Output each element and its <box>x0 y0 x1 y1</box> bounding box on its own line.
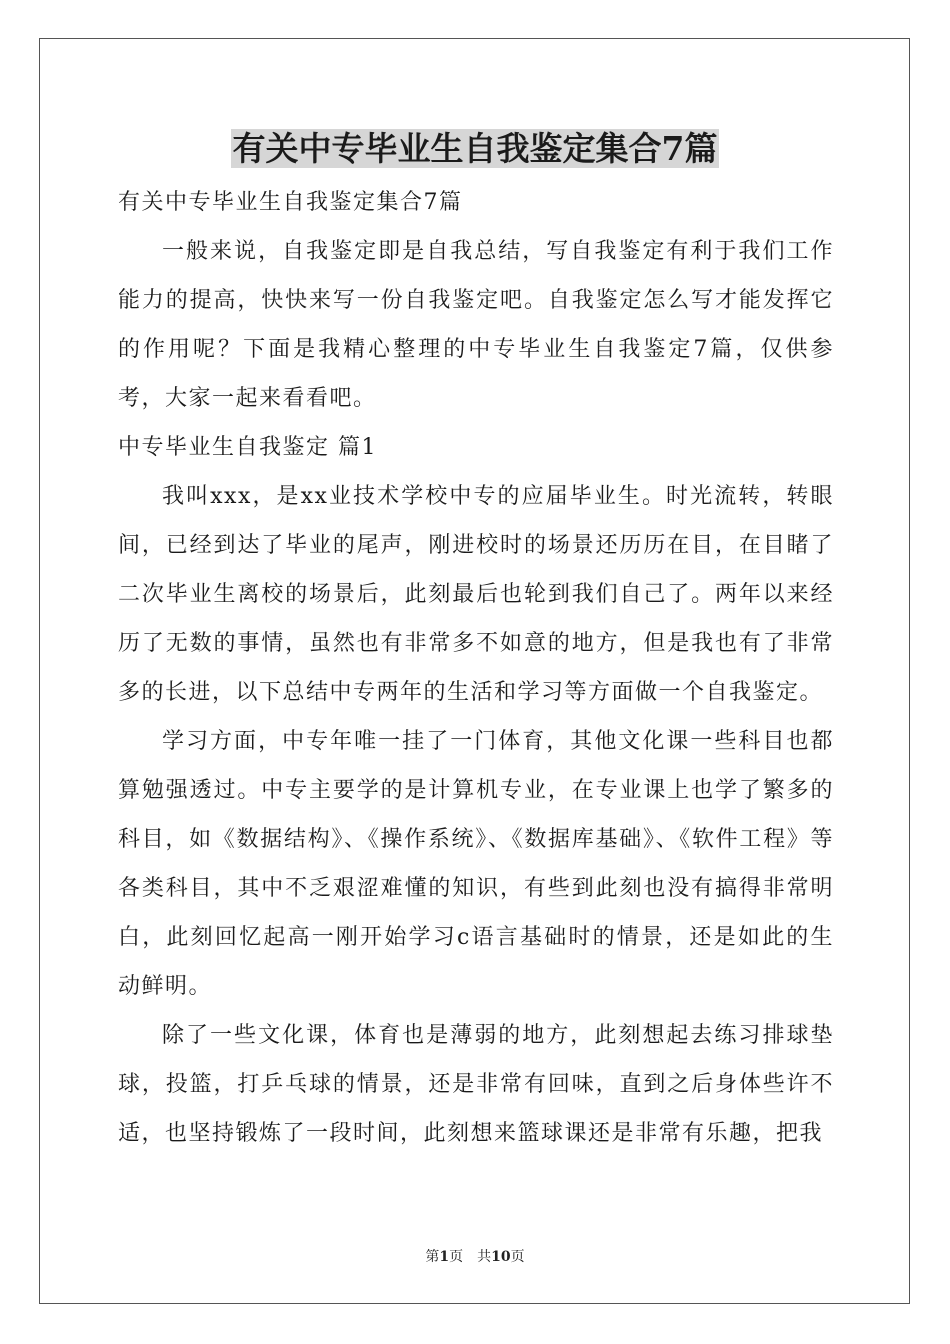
total-page-number: 10 <box>491 1249 511 1265</box>
page-label-prefix: 第 <box>425 1249 440 1265</box>
body-paragraph-2: 学习方面，中专年唯一挂了一门体育，其他文化课一些科目也都算勉强透过。中专主要学的是计算机专业，在专业课上也学了繁多的科目，如《数据结构》、《操作系统》、《数据库基础》、《软件工程》等各类科目，其中不乏艰涩难懂的知识，有些到此刻也没有搞得非常明白，此刻回忆起高一刚开始学习c语言基础时的情景，还是如此的生动鲜明。 <box>118 729 834 999</box>
current-page-number: 1 <box>439 1249 450 1265</box>
document-title <box>0 127 950 171</box>
document-title-text: 有关中专毕业生自我鉴定集合7篇 <box>232 129 718 168</box>
page-label-suffix: 页 <box>449 1249 464 1265</box>
document-body <box>118 178 834 1158</box>
section-heading: 中专毕业生自我鉴定 篇1 <box>118 435 377 460</box>
document-subtitle: 有关中专毕业生自我鉴定集合7篇 <box>118 190 463 215</box>
total-label-prefix: 共 <box>477 1249 492 1265</box>
body-paragraph-1: 我叫xxx，是xx业技术学校中专的应届毕业生。时光流转，转眼间，已经到达了毕业的尾声，刚进校时的场景还历历在目，在目睹了二次毕业生离校的场景后，此刻最后也轮到我们自己了。两年以来经历了无数的事情，虽然也有非常多不如意的地方，但是我也有了非常多的长进，以下总结中专两年的生活和学习等方面做一个自我鉴定。 <box>118 484 834 705</box>
body-paragraph-3: 除了一些文化课，体育也是薄弱的地方，此刻想起去练习排球垫球，投篮，打乒乓球的情景，还是非常有回味，直到之后身体些许不适，也坚持锻炼了一段时间，此刻想来篮球课还是非常有乐趣，把我 <box>118 1023 834 1146</box>
intro-paragraph: 一般来说，自我鉴定即是自我总结，写自我鉴定有利于我们工作能力的提高，快快来写一份自我鉴定吧。自我鉴定怎么写才能发挥它的作用呢？下面是我精心整理的中专毕业生自我鉴定7篇，仅供参考，大家一起来看看吧。 <box>118 239 834 411</box>
total-label-suffix: 页 <box>510 1249 525 1265</box>
page-footer <box>0 1248 950 1266</box>
